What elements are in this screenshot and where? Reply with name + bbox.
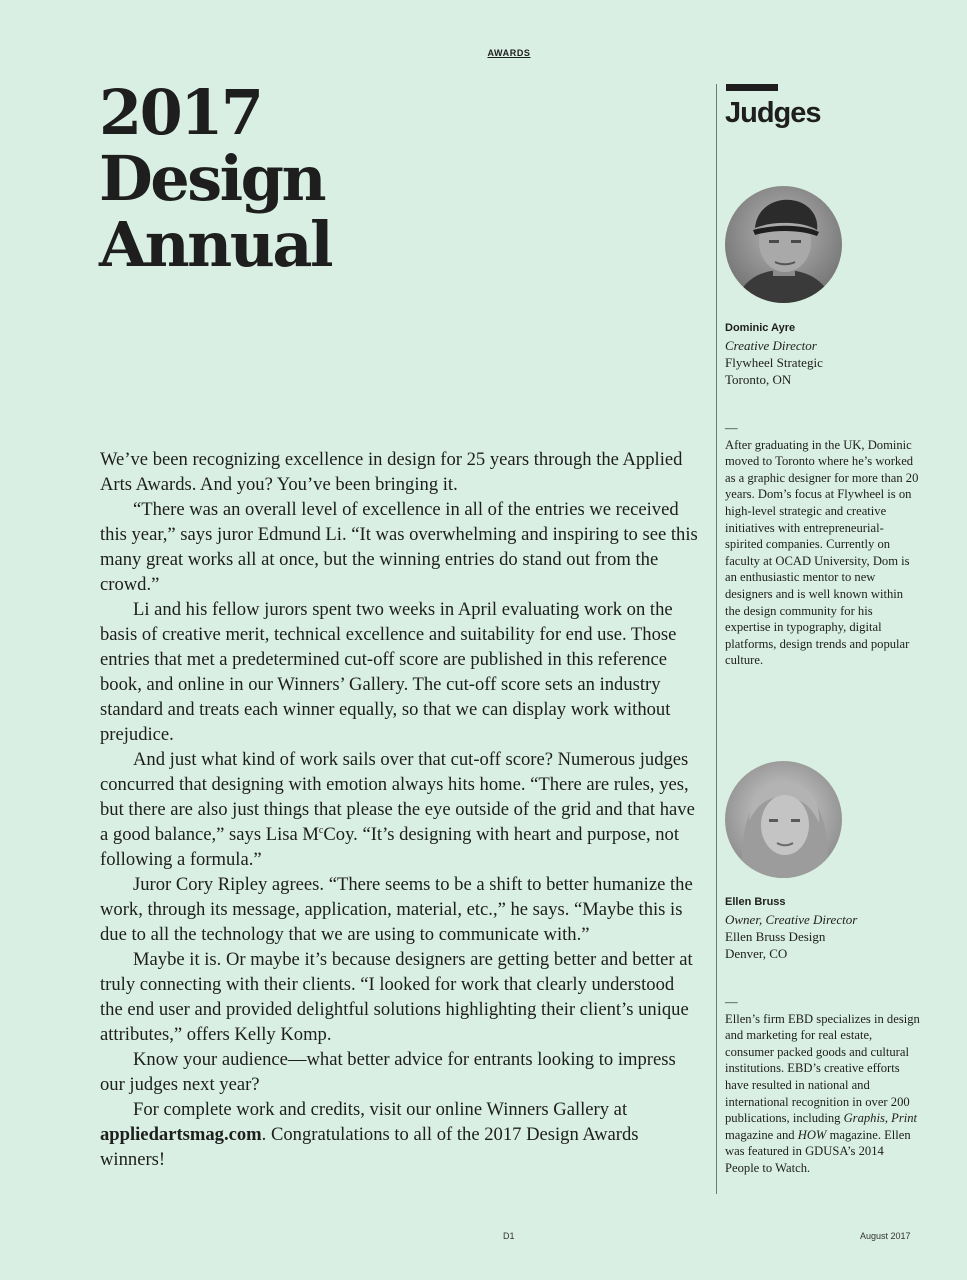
issue-date: August 2017 — [860, 1231, 911, 1241]
portrait-man-icon — [725, 186, 842, 303]
text-run: , — [884, 1111, 892, 1126]
paragraph: Know your audience—what better advice for entrants looking to impress our judges next year? — [100, 1049, 676, 1095]
judge-name: Dominic Ayre — [725, 322, 796, 334]
judge-location: Denver, CO — [725, 946, 788, 961]
text-run: magazine and — [725, 1127, 798, 1142]
paragraph: Juror Cory Ripley agrees. “There seems to be a shift to better humanize the work, through its message, application, material, etc.,” he says. “Maybe this is due to all the technology that we are using to communicate with.” — [100, 874, 693, 945]
judge-company: Flywheel Strategic — [725, 355, 823, 370]
paragraph — [100, 747, 700, 872]
judge-location: Toronto, ON — [725, 372, 792, 387]
publication-name: HOW — [797, 1127, 827, 1142]
sidebar-divider — [716, 84, 717, 1194]
website-link[interactable]: appliedartsmag.com — [100, 1124, 262, 1145]
paragraph: We’ve been recognizing excellence in design for 25 years through the Applied Arts Awards. And you? You’ve been bringing it. — [100, 449, 683, 495]
sidebar-accent-bar — [726, 84, 778, 91]
text-run: For complete work and credits, visit our online Winners Gallery at — [133, 1099, 628, 1120]
avatar-ellen-bruss — [725, 761, 842, 878]
paragraph — [100, 1097, 700, 1172]
paragraph: Li and his fellow jurors spent two weeks in April evaluating work on the basis of creative merit, technical excellence and suitability for end use. Those entries that met a predetermined cut-off score are published in this reference book, and online in our Winners’ Gallery. The cut-off score sets an industry standard and treats each winner equally, so that we can display work without prejudice. — [100, 599, 677, 745]
portrait-woman-icon — [725, 761, 842, 878]
publication-name: Print — [891, 1111, 918, 1126]
bio-text: After graduating in the UK, Dominic moved to Toronto where he’s worked as a graphic designer for more than 20 years. Dom’s focus at Flywheel is on high-level strategic and creative initiatives with entrepreneurial-spirited companies. Currently on faculty at OCAD University, Dom is an enthusiastic mentor to new designers and is well known within the design community for his expertise in typography, digital platforms, design trends and popular culture. — [725, 437, 919, 668]
judge-info-dominic-ayre — [725, 320, 925, 388]
title-line: 2017 — [99, 76, 262, 149]
title-line: Design — [99, 142, 325, 215]
paragraph: “There was an overall level of excellence in all of the entries we received this year,” says juror Edmund Li. “It was overwhelming and inspiring to see this many great works all at once, but the winning entries do stand out from the crowd.” — [100, 499, 698, 595]
superscript: c — [318, 824, 324, 836]
bio-dash: — — [725, 995, 738, 1009]
page-number: D1 — [503, 1231, 515, 1241]
text-run: Coy. “It’s designing with heart and purpose, not following a formula.” — [100, 824, 680, 870]
article-body — [100, 447, 700, 1172]
text-run: magazine. Ellen was featured in GDUSA’s 2014 People to Watch. — [725, 1127, 911, 1175]
avatar-dominic-ayre — [725, 186, 842, 303]
text-run: And just what kind of work sails over that cut-off score? Numerous judges concurred that designing with emotion always hits home. “There are rules, yes, but there are also just things that please the eye outside of the grid and that have a good balance,” says Lisa M — [100, 749, 695, 845]
judge-info-ellen-bruss — [725, 894, 925, 962]
judge-role: Owner, Creative Director — [725, 912, 858, 927]
paragraph: Maybe it is. Or maybe it’s because designers are getting better and better at truly connecting with their clients. “I looked for work that clearly understood the end user and provided delightful solutions highlighting their client’s unique attributes,” offers Kelly Komp. — [100, 949, 693, 1045]
section-label: AWARDS — [487, 48, 531, 58]
text-run: Ellen’s firm EBD specializes in design and marketing for real estate, consumer packed goods and cultural institutions. EBD’s creative efforts have resulted in national and international recognition in over 200 publications, including — [725, 1011, 920, 1126]
sidebar-title: Judges — [725, 97, 821, 129]
text-run: . Congratulations to all of the 2017 Design Awards winners! — [100, 1124, 639, 1170]
judge-bio-dominic-ayre — [725, 420, 920, 669]
judge-company: Ellen Bruss Design — [725, 929, 826, 944]
judge-role: Creative Director — [725, 338, 817, 353]
bio-text — [725, 1012, 920, 1175]
judge-name: Ellen Bruss — [725, 896, 786, 908]
title-line: Annual — [99, 208, 332, 281]
page-title — [99, 76, 519, 281]
bio-dash: — — [725, 421, 738, 435]
judge-bio-ellen-bruss — [725, 994, 920, 1177]
publication-name: Graphis — [843, 1111, 885, 1126]
